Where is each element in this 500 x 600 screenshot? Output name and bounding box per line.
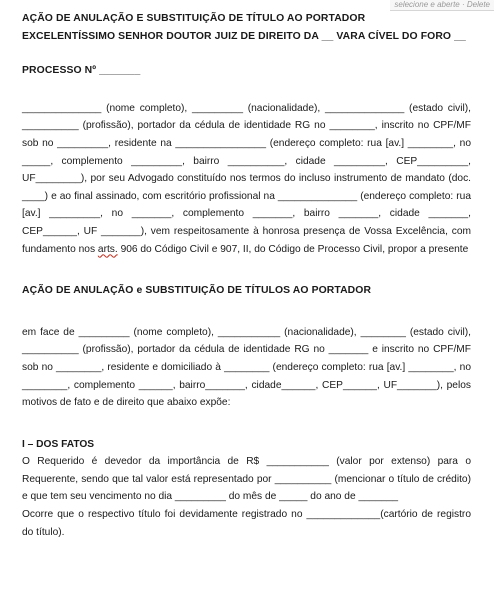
- legal-reference-arts: arts.: [97, 243, 118, 255]
- facts-section-title: I – DOS FATOS: [22, 438, 95, 450]
- facts-registration-paragraph: Ocorre que o respectivo título foi devidamente registrado no _____________(cartório de registro do título).: [22, 509, 471, 538]
- author-qualification-paragraph: [22, 100, 471, 258]
- process-number: PROCESSO Nº _______: [22, 65, 141, 77]
- author-paragraph-text-end: 906 do Código Civil e 907, II, do Código de Processo Civil, propor a presente: [117, 243, 469, 255]
- author-paragraph-text: ______________ (nome completo), _________ (nacionalidade), ______________ (estado civil), __________ (profissão), portador da cédula de identidade RG no ________, inscrito no CPF/MF sob no _________, residente na ________________ (endereço completo: rua [av.] ________, no _____, complemento _________, bairro __________, cidade _________, CEP_________, UF________), por seu Advogado constituído nos termos do incluso instrumento de mandato (doc. ____) e ao final assinado, com escritório profissional na ______________ (endereço completo: rua [av.] _________, no _______, complemento _______, bairro _______, cidade _______, CEP______, UF _______), vem respeitosamente à honrosa presença de Vossa Excelência, com fundamento nos: [22, 102, 471, 255]
- document-title: AÇÃO DE ANULAÇÃO E SUBSTITUIÇÃO DE TÍTULO AO PORTADOR: [22, 13, 366, 24]
- action-title: AÇÃO DE ANULAÇÃO e SUBSTITUIÇÃO DE TÍTULOS AO PORTADOR: [22, 285, 372, 297]
- document-page: [22, 10, 471, 541]
- addressee-line: EXCELENTÍSSIMO SENHOR DOUTOR JUIZ DE DIREITO DA __ VARA CÍVEL DO FORO __: [22, 30, 466, 42]
- facts-paragraph: O Requerido é devedor da importância de R$ ___________ (valor por extenso) para o Requerente, sendo que tal valor está representado por __________ (mencionar o título de crédito) e que tem seu vencimento no dia _________ do mês de _____ do ano de _______: [22, 456, 471, 503]
- defendant-qualification-paragraph: em face de _________ (nome completo), ___________ (nacionalidade), ________ (estado civil), __________ (profissão), portador da cédula de identidade RG no _______ e inscrito no CPF/MF sob no ________, residente e domiciliado à ________ (endereço completo: rua [av.] ________, no ________, complemento ______, bairro_______, cidade______, CEP______, UF_______), pelos motivos de fato e de direito que abaixo expõe:: [22, 326, 471, 409]
- editor-hint: selecione e aberte · Delete: [390, 0, 494, 11]
